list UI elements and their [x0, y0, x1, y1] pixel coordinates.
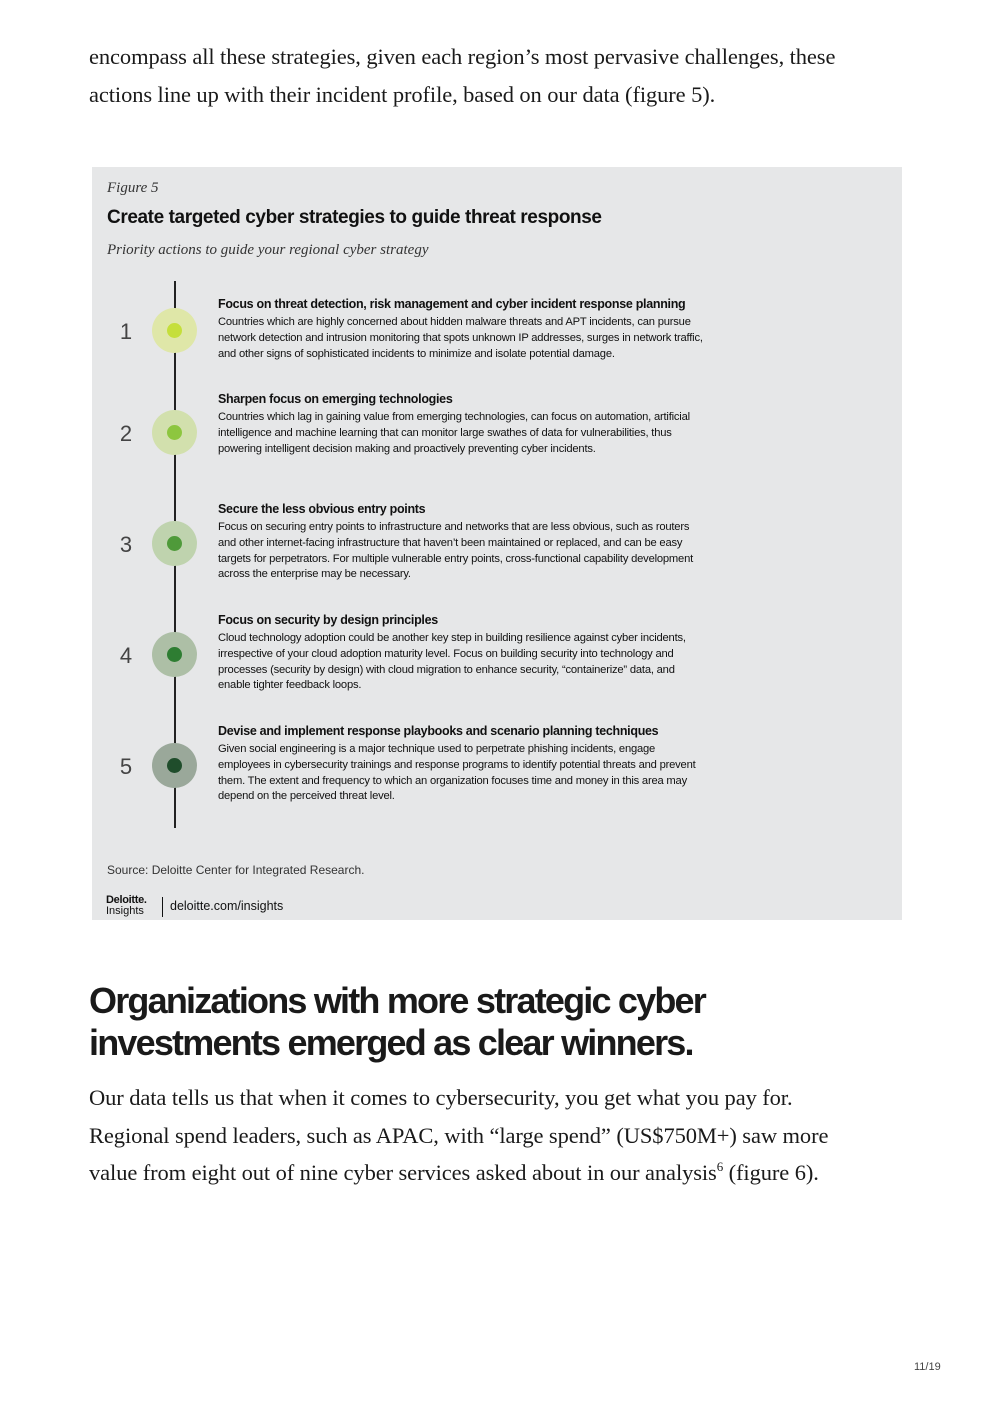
step-dot	[167, 647, 182, 662]
section-headline	[89, 980, 909, 1064]
body-paragraph	[89, 1079, 919, 1192]
body-line	[89, 1154, 919, 1192]
body-line: Regional spend leaders, such as APAC, with “large spend” (US$750M+) saw more	[89, 1122, 829, 1148]
step-dot	[167, 536, 182, 551]
headline-line: Organizations with more strategic cyber	[89, 980, 705, 1021]
step-heading: Secure the less obvious entry points	[218, 502, 426, 516]
step-body: Cloud technology adoption could be another key step in building resilience against cyber incidents, irrespective of your cloud adoption maturity level. Focus on building security into technology and processes (security by design) with cloud migration to enhance security, “containerize” data, and enable tighter feedback loops.	[218, 632, 686, 692]
step-heading: Focus on threat detection, risk management and cyber incident response planning	[218, 297, 686, 311]
step-body: Countries which lag in gaining value from emerging technologies, can focus on automation, artificial intelligence and machine learning that can monitor large swathes of data for vulnerabilities, thus powering intelligent decision making and proactively preventing cyber incidents.	[218, 411, 690, 455]
body-line-text: value from eight out of nine cyber services asked about in our analysis	[89, 1160, 717, 1185]
brand-divider	[162, 897, 163, 917]
step-body: Focus on securing entry points to infrastructure and networks that are less obvious, such as routers and other internet-facing infrastructure that haven’t been maintained or replaced, and can be easy targets for perpetrators. For multiple vulnerable entry points, cross-functional capability development across the enterprise may be necessary.	[218, 521, 693, 581]
figure-source: Source: Deloitte Center for Integrated Research.	[107, 863, 365, 877]
step-number: 3	[119, 532, 133, 557]
intro-paragraph	[89, 38, 909, 114]
step-heading: Sharpen focus on emerging technologies	[218, 392, 453, 406]
page-number: 11/19	[914, 1361, 941, 1373]
step-dot	[167, 323, 182, 338]
brand-name: Deloitte.	[106, 894, 147, 906]
body-line-text: (figure 6).	[723, 1160, 819, 1185]
intro-line: encompass all these strategies, given each region’s most pervasive challenges, these	[89, 44, 836, 69]
step-body: Countries which are highly concerned about hidden malware threats and APT incidents, can pursue network detection and intrusion monitoring that spots unknown IP addresses, surges in network traffic, and other signs of sophisticated incidents to minimize and isolate potential damage.	[218, 316, 703, 360]
step-dot	[167, 425, 182, 440]
step-heading: Focus on security by design principles	[218, 613, 438, 627]
deloitte-insights-logo	[106, 895, 147, 917]
body-line: Our data tells us that when it comes to cybersecurity, you get what you pay for.	[89, 1085, 793, 1110]
brand-sub: Insights	[106, 905, 144, 917]
step-number: 1	[119, 319, 133, 344]
figure-5	[92, 167, 902, 920]
headline-line: investments emerged as clear winners.	[89, 1022, 693, 1063]
step-number: 5	[119, 754, 133, 779]
step-number: 2	[119, 421, 133, 446]
step-dot	[167, 758, 182, 773]
intro-line: actions line up with their incident profile, based on our data (figure 5).	[89, 82, 716, 107]
figure-title: Create targeted cyber strategies to guide threat response	[107, 207, 602, 228]
figure-label: Figure 5	[107, 180, 159, 196]
brand-url: deloitte.com/insights	[170, 899, 284, 913]
figure-subtitle: Priority actions to guide your regional cyber strategy	[107, 242, 429, 258]
step-heading: Devise and implement response playbooks and scenario planning techniques	[218, 724, 659, 738]
footnote-ref: 6	[716, 1159, 724, 1174]
step-number: 4	[119, 643, 133, 668]
step-body: Given social engineering is a major technique used to perpetrate phishing incidents, engage employees in cybersecurity trainings and response programs to identify potential threats and prevent them. The extent and frequency to which an organization focuses time and money in this area may depend on the perceived threat level.	[218, 743, 696, 803]
